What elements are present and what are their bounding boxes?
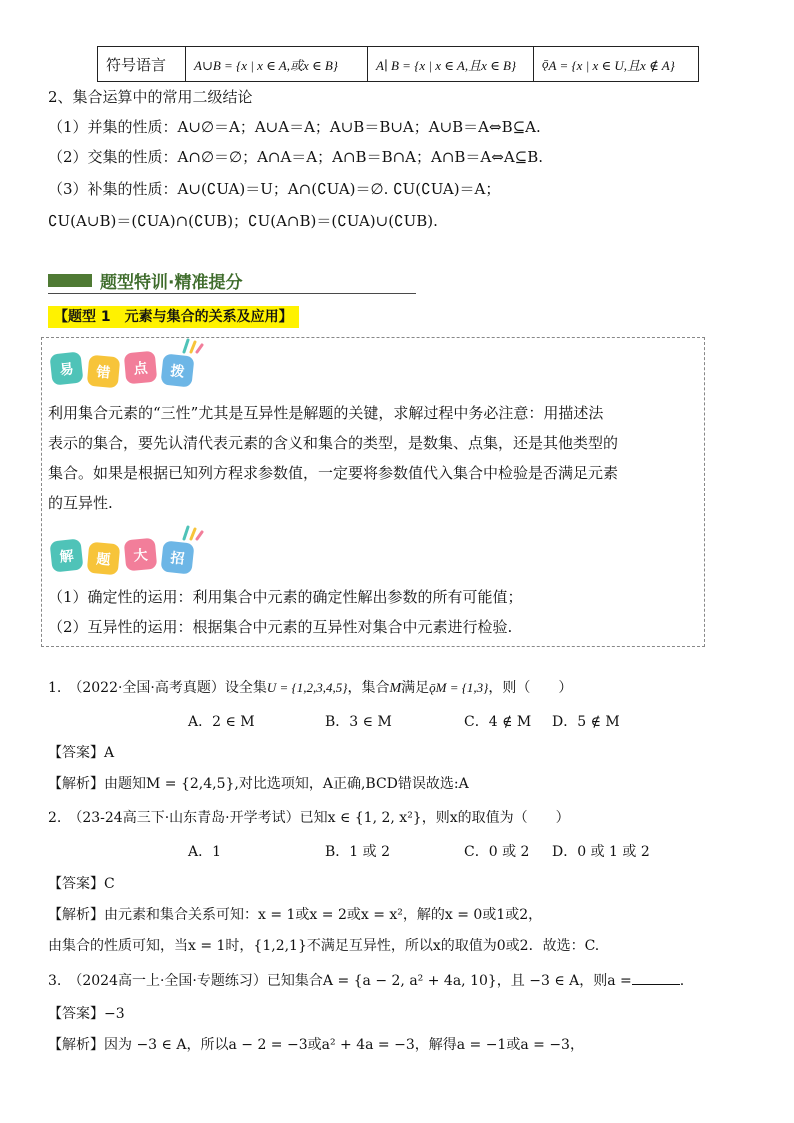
complement-definition: A = {x | x ∈ U,且x ∉ A} xyxy=(548,57,675,73)
q1-option-a[interactable]: A．2 ∈ M xyxy=(188,714,255,730)
analysis-label: 【解析】 xyxy=(48,907,104,923)
de-morgan-laws: ∁U(A∪B)＝(∁UA)∩(∁UB)；∁U(A∩B)＝(∁UA)∪(∁UB). xyxy=(48,212,438,230)
complement-symbol: ǭ xyxy=(542,56,549,71)
method-line-1: （1）确定性的运用：利用集合中元素的确定性解出参数的所有可能值； xyxy=(48,588,523,606)
tip-line: 集合。如果是根据已知列方程求参数值，一定要将参数值代入集合中检验是否满足元素 xyxy=(48,464,619,482)
sparkle-icon xyxy=(180,336,204,354)
q2-analysis-text: 由元素和集合关系可知：x = 1或x = 2或x = x²，解的x = 0或1或2， xyxy=(104,907,543,923)
intersection-definition-cell: A∣ B = {x | x ∈ A,且x ∈ B} xyxy=(368,47,534,81)
section-underline xyxy=(48,293,416,294)
q1-stem-text: 1. （2022·全国·高考真题）设全集 xyxy=(48,680,267,696)
complement-definition-cell xyxy=(534,47,698,81)
conclusions-heading: 2、集合运算中的常用二级结论 xyxy=(48,88,253,106)
union-properties: （1）并集的性质：A∪∅＝A；A∪A＝A；A∪B＝B∪A；A∪B＝A⇔B⊆A. xyxy=(48,118,541,136)
q1-complement-symbol: ǭ xyxy=(429,680,436,695)
q3-analysis-text: 因为 −3 ∈ A，所以a − 2 = −3或a² + 4a = −3，解得a = −1或a = −3， xyxy=(104,1037,584,1053)
answer-blank[interactable] xyxy=(632,970,680,985)
badge-cuo: 错 xyxy=(87,355,121,389)
symbol-language-table xyxy=(97,46,699,82)
union-definition-cell: A∪B = {x | x ∈ A,或x ∈ B} xyxy=(186,47,368,81)
q1-option-c[interactable]: C．4 ∉ M xyxy=(464,714,532,730)
badge-ti: 题 xyxy=(87,542,121,576)
q2-option-b[interactable]: B．1 或 2 xyxy=(325,844,391,860)
question-2-stem: 2. （23-24高三下·山东青岛·开学考试）已知x ∈ {1, 2, x²}，则x的取值为（ ） xyxy=(48,810,570,826)
q1-set-m: M xyxy=(389,681,402,696)
section-marker-bar xyxy=(48,274,92,287)
q1-universal-set: U = {1,2,3,4,5} xyxy=(266,680,348,695)
tip-line: 利用集合元素的“三性”尤其是互异性是解题的关键，求解过程中务必注意：用描述法 xyxy=(48,404,604,422)
q1-analysis xyxy=(48,773,469,793)
q2-analysis-line-2: 由集合的性质可知，当x = 1时，{1,2,1}不满足互异性，所以x的取值为0或2．故选：C. xyxy=(48,938,600,954)
q1-answer: 【答案】A xyxy=(48,745,115,761)
badge-zhao: 招 xyxy=(160,540,194,574)
badge-jie: 解 xyxy=(49,538,83,572)
tip-line: 表示的集合，要先认清代表元素的含义和集合的类型，是数集、点集，还是其他类型的 xyxy=(48,434,619,452)
q3-stem-end: . xyxy=(679,973,685,989)
q1-option-b[interactable]: B．3 ∈ M xyxy=(325,714,392,730)
section-title: 题型特训·精准提分 xyxy=(100,273,243,293)
q1-option-d[interactable]: D．5 ∉ M xyxy=(552,714,620,730)
q1-stem-text: 满足 xyxy=(401,680,430,696)
q1-stem-text: ，集合 xyxy=(347,680,390,696)
analysis-label: 【解析】 xyxy=(48,776,104,792)
q3-stem-text: 3. （2024高一上·全国·专题练习）已知集合A = {a − 2, a² + 4a, 10}，且 −3 ∈ A，则a = xyxy=(48,973,632,989)
question-3-stem xyxy=(48,970,684,990)
q3-answer: 【答案】−3 xyxy=(48,1006,125,1022)
tip-text xyxy=(48,398,708,518)
analysis-label: 【解析】 xyxy=(48,1037,104,1053)
question-1-stem xyxy=(48,677,572,697)
badge-dian: 点 xyxy=(124,351,158,385)
complement-properties: （3）补集的性质：A∪(∁UA)＝U；A∩(∁UA)＝∅. ∁U(∁UA)＝A； xyxy=(48,180,501,198)
badge-bo: 拨 xyxy=(160,353,194,387)
q1-analysis-text: 由题知M = {2,4,5},对比选项知，A正确,BCD错误故选:A xyxy=(104,776,469,792)
q2-option-c[interactable]: C．0 或 2 xyxy=(464,844,530,860)
method-line-2: （2）互异性的运用：根据集合中元素的互异性对集合中元素进行检验. xyxy=(48,618,513,636)
intersection-properties: （2）交集的性质：A∩∅＝∅；A∩A＝A；A∩B＝B∩A；A∩B＝A⇔A⊆B. xyxy=(48,148,544,166)
q1-complement-set: M = {1,3} xyxy=(435,680,489,695)
q2-answer: 【答案】C xyxy=(48,876,115,892)
q2-option-d[interactable]: D．0 或 1 或 2 xyxy=(552,844,650,860)
q3-analysis xyxy=(48,1034,584,1054)
q1-stem-text: ，则（ ） xyxy=(488,680,573,696)
q2-option-a[interactable]: A．1 xyxy=(188,844,222,860)
badge-yi: 易 xyxy=(49,351,83,385)
table-header-cell: 符号语言 xyxy=(98,47,186,81)
question-type-label: 【题型 1 元素与集合的关系及应用】 xyxy=(48,306,299,328)
sparkle-icon xyxy=(180,523,204,541)
badge-da: 大 xyxy=(124,538,158,572)
tip-line: 的互异性. xyxy=(48,494,113,512)
q2-analysis xyxy=(48,904,542,924)
